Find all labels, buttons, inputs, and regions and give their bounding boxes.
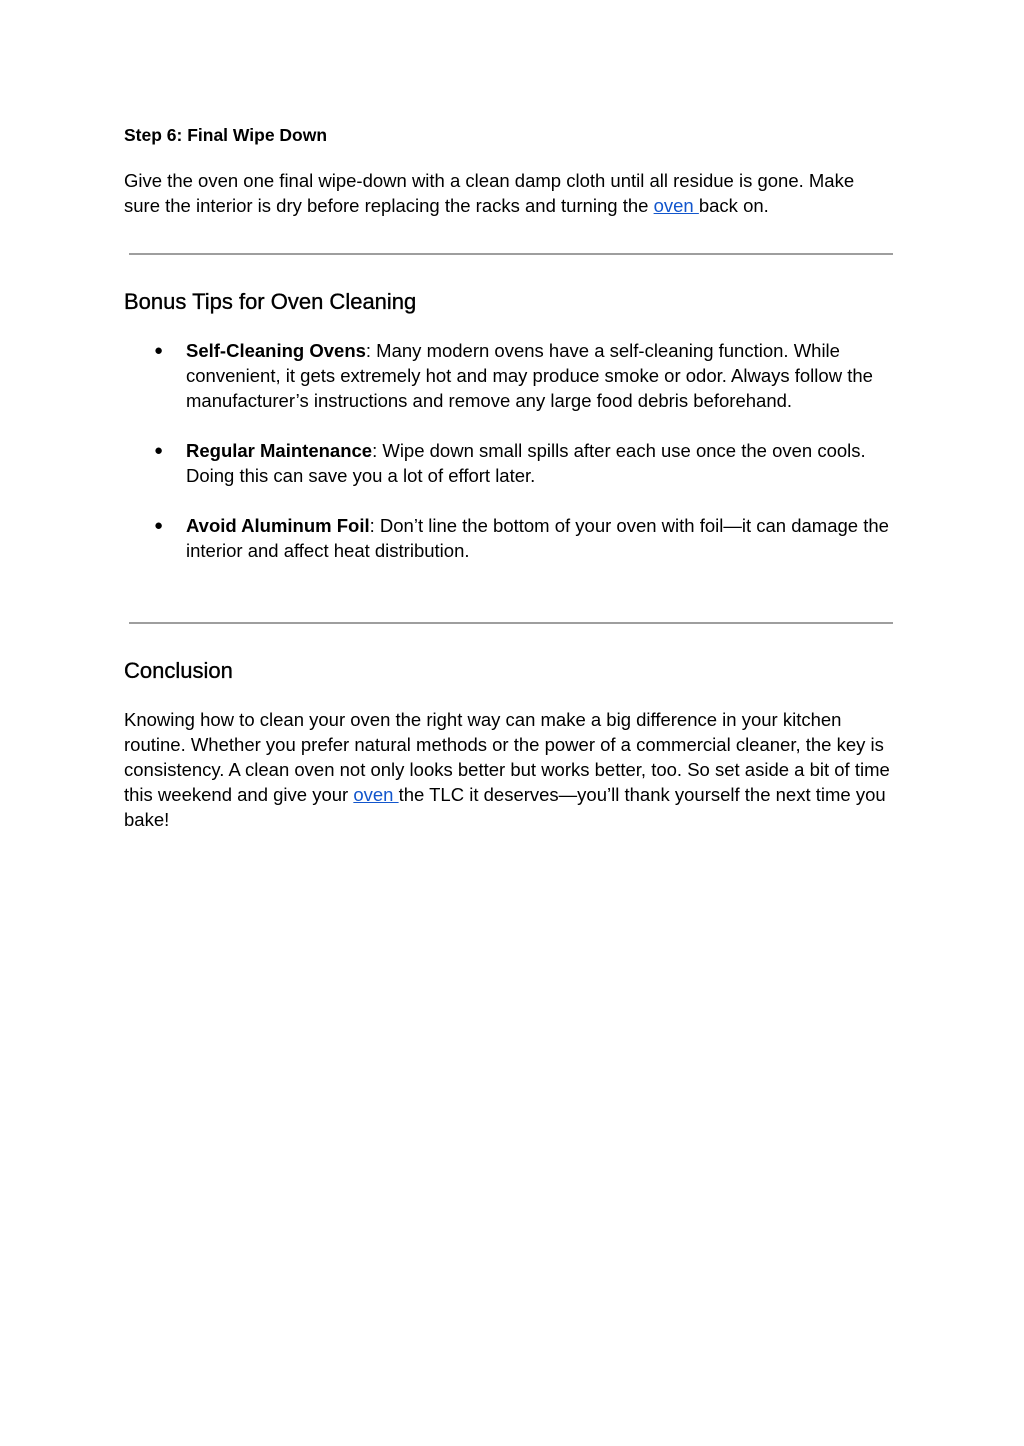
bonus-tips-heading: Bonus Tips for Oven Cleaning <box>124 289 417 314</box>
conclusion-heading: Conclusion <box>124 658 233 683</box>
bullet-icon: ● <box>154 342 164 359</box>
horizontal-divider <box>129 253 893 255</box>
step-6-text-before-link: Give the oven one final wipe-down with a clean damp cloth until all residue is gone. Make sure the interior is dry before replacing the racks and turning the <box>124 170 855 216</box>
step-6-paragraph <box>124 168 894 218</box>
conclusion-text-before-link: Knowing how to clean your oven the right way can make a big difference in your kitchen routine. Whether you prefer natural methods or the power of a commercial cleaner, the key is consistency. A clean oven not only looks better but works better, too. So set aside a bit of time this weekend and give your <box>124 709 890 805</box>
step-6-oven-link[interactable]: oven <box>653 195 699 216</box>
list-item <box>124 438 894 488</box>
horizontal-divider <box>129 622 893 624</box>
tip-text: : Many modern ovens have a self-cleaning function. While convenient, it gets extremely hot and may produce smoke or odor. Always follow the manufacturer’s instructions and remove any large food debris beforehand. <box>186 340 873 411</box>
bullet-icon: ● <box>154 517 164 534</box>
tip-term: Avoid Aluminum Foil <box>186 515 370 536</box>
conclusion-oven-link[interactable]: oven <box>353 784 399 805</box>
conclusion-text-after-link: the TLC it deserves—you’ll thank yourself the next time you bake! <box>124 784 886 830</box>
step-6-heading: Step 6: Final Wipe Down <box>124 125 328 145</box>
bonus-tips-list <box>124 338 894 588</box>
list-item <box>124 338 894 413</box>
bullet-icon: ● <box>154 442 164 459</box>
conclusion-paragraph <box>124 707 894 832</box>
tip-term: Self-Cleaning Ovens <box>186 340 366 361</box>
tip-text: : Don’t line the bottom of your oven with foil—it can damage the interior and affect heat distribution. <box>186 515 889 561</box>
step-6-text-after-link: back on. <box>698 195 769 216</box>
tip-term: Regular Maintenance <box>186 440 373 461</box>
list-item <box>124 513 894 563</box>
tip-text: : Wipe down small spills after each use once the oven cools. Doing this can save you a lot of effort later. <box>186 440 866 486</box>
